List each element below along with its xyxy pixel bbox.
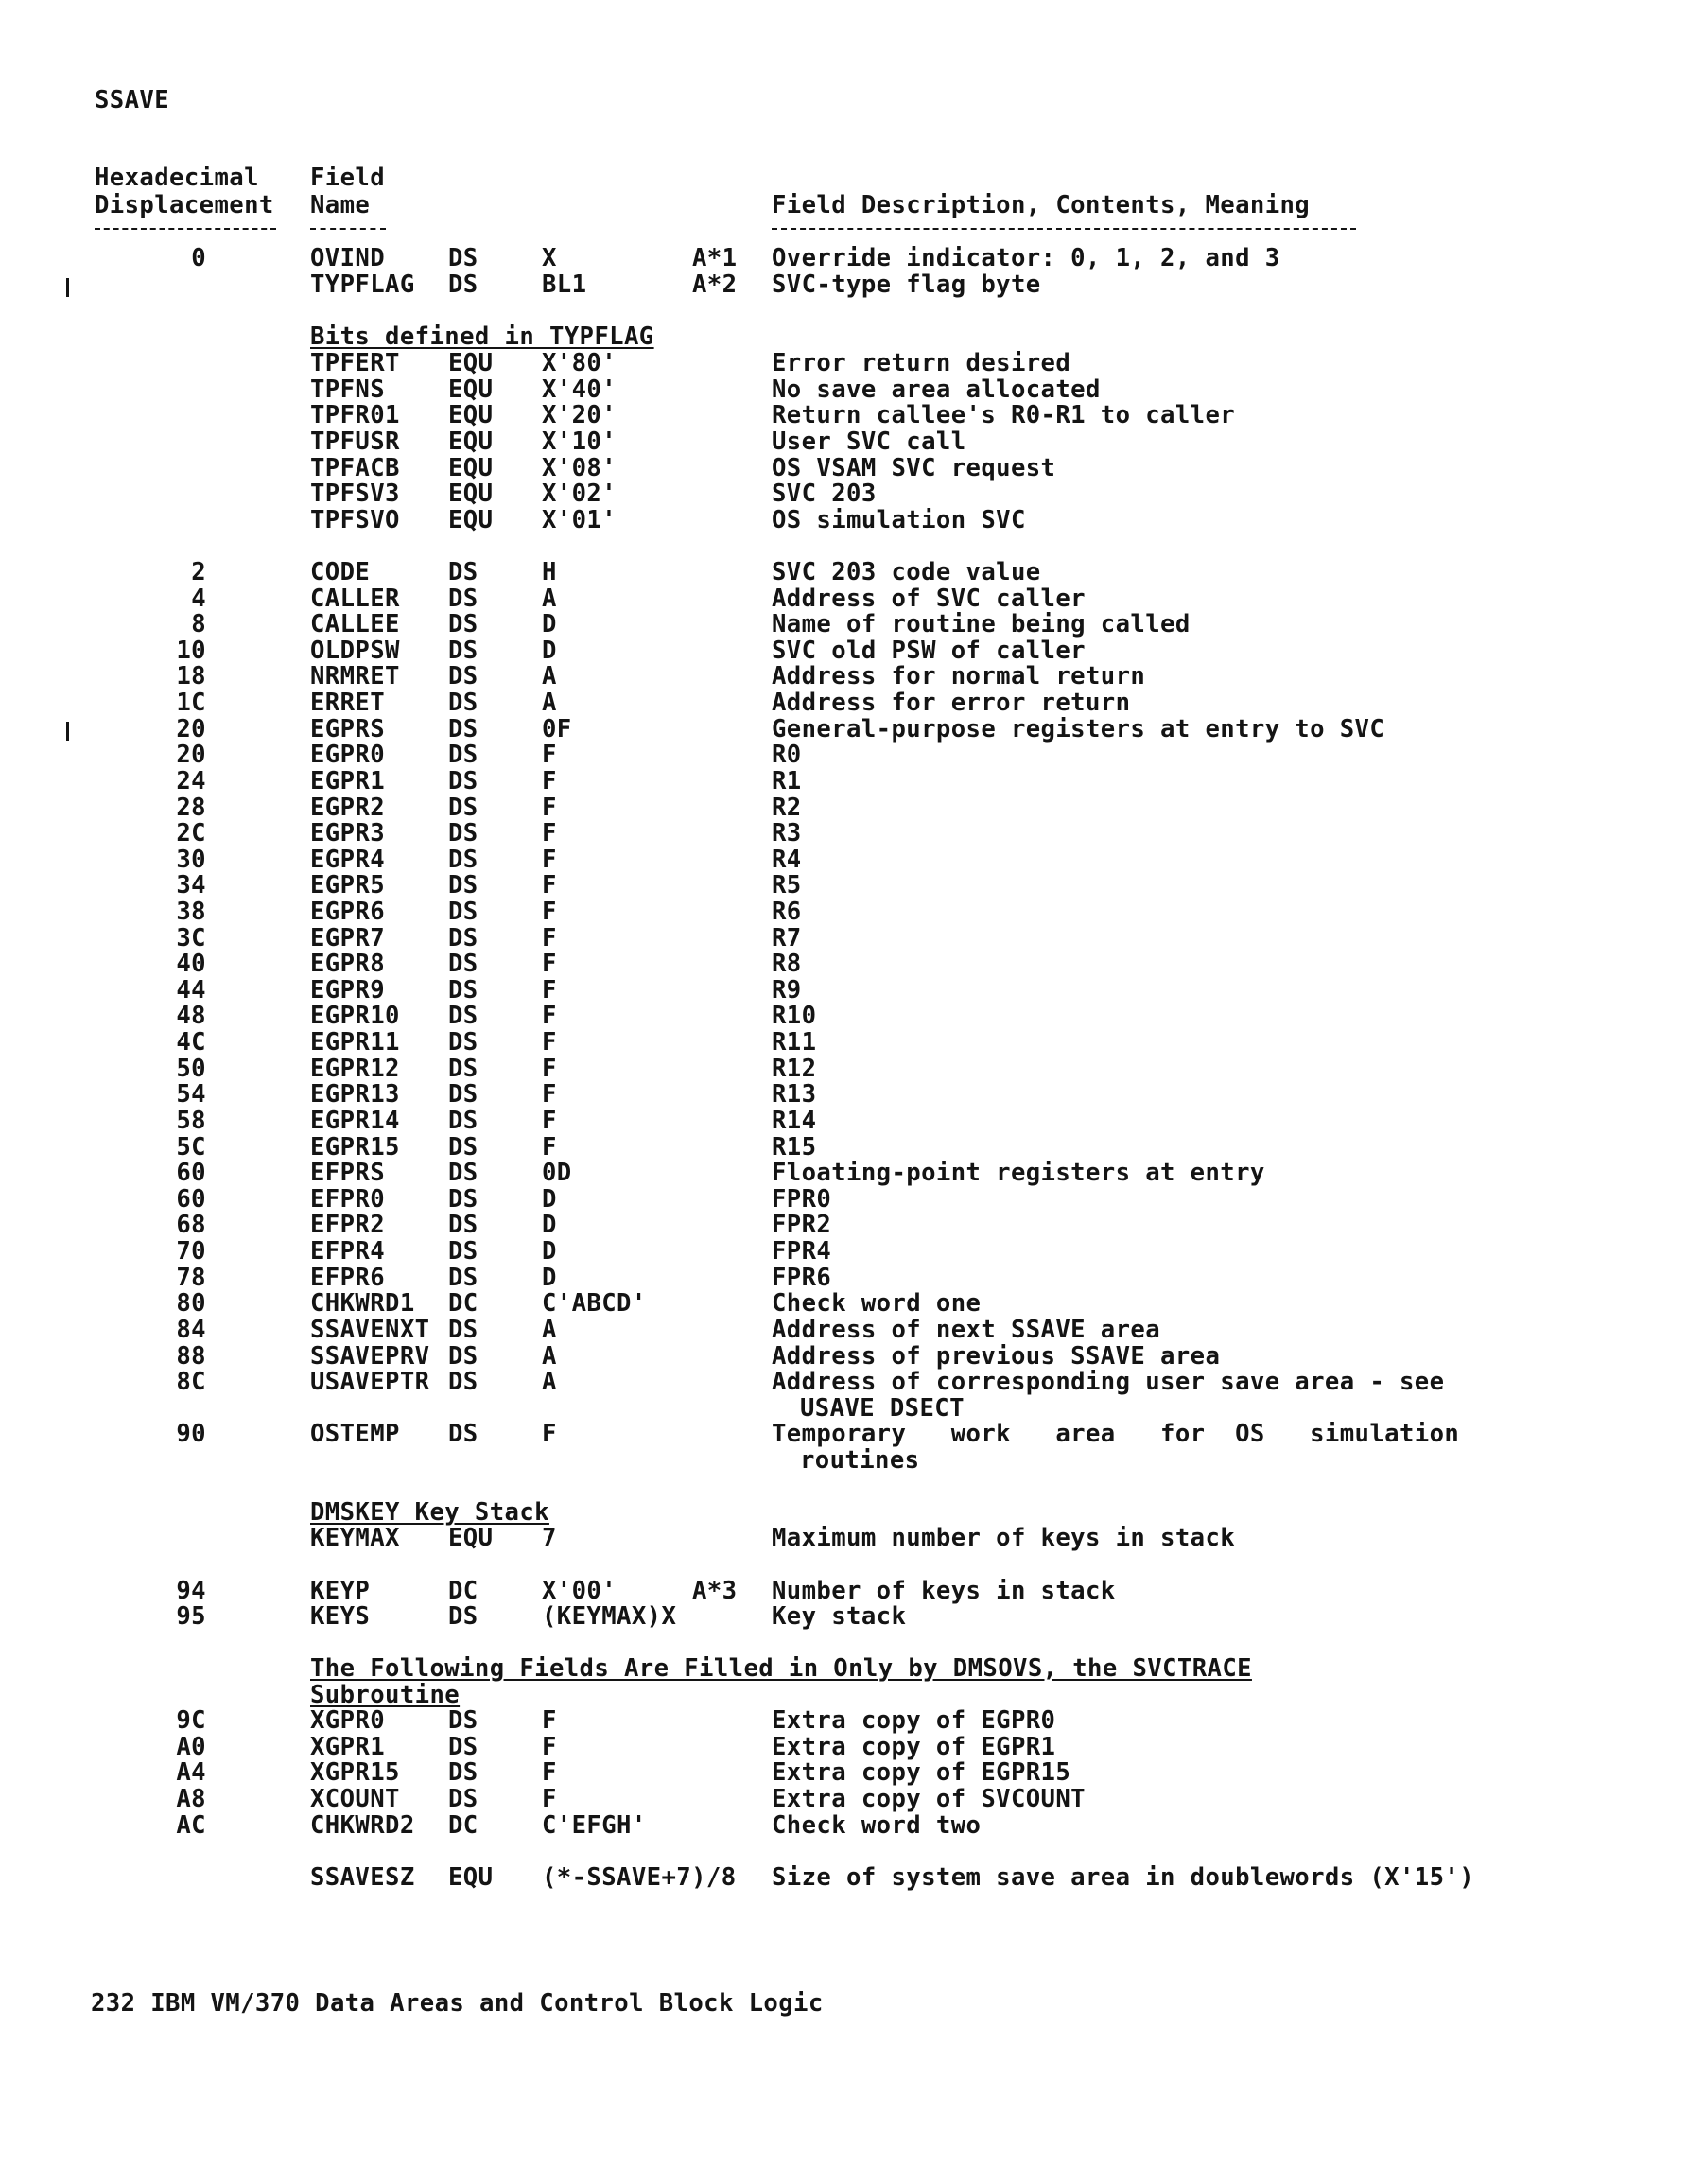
field-operand: F bbox=[542, 1733, 557, 1761]
field-description: Extra copy of EGPR0 bbox=[772, 1706, 1056, 1735]
field-op: DS bbox=[448, 558, 478, 586]
field-op: DS bbox=[448, 871, 478, 900]
field-displacement: 78 bbox=[176, 1264, 206, 1292]
field-description: FPR4 bbox=[772, 1237, 832, 1266]
field-description: OS simulation SVC bbox=[772, 506, 1026, 534]
field-name: EGPR7 bbox=[310, 924, 386, 952]
field-displacement: 4C bbox=[176, 1028, 206, 1057]
field-operand: F bbox=[542, 871, 557, 900]
field-name: EGPRS bbox=[310, 715, 386, 743]
field-operand: A bbox=[542, 1342, 557, 1371]
field-op: DS bbox=[448, 898, 478, 926]
revision-bar bbox=[66, 278, 69, 297]
field-name: EGPR15 bbox=[310, 1133, 400, 1162]
field-name: USAVEPTR bbox=[310, 1368, 430, 1396]
field-op: DS bbox=[448, 950, 478, 978]
field-name: EFPR2 bbox=[310, 1211, 386, 1239]
field-operand: (*-SSAVE+7)/8 bbox=[542, 1863, 737, 1892]
field-op: DS bbox=[448, 637, 478, 665]
field-name: EFPR0 bbox=[310, 1185, 386, 1214]
field-name: TPFR01 bbox=[310, 401, 400, 429]
field-operand: F bbox=[542, 846, 557, 874]
field-name: EGPR2 bbox=[310, 794, 386, 822]
field-name: XGPR1 bbox=[310, 1733, 386, 1761]
field-operand: D bbox=[542, 637, 557, 665]
field-displacement: 3C bbox=[176, 924, 206, 952]
field-displacement: 94 bbox=[176, 1577, 206, 1605]
field-operand: F bbox=[542, 1107, 557, 1135]
field-op: DC bbox=[448, 1577, 478, 1605]
field-operand: C'ABCD' bbox=[542, 1289, 647, 1318]
field-name: TPFERT bbox=[310, 349, 400, 377]
field-description: R8 bbox=[772, 950, 802, 978]
field-op: DS bbox=[448, 1733, 478, 1761]
field-displacement: 2 bbox=[191, 558, 206, 586]
col-header-desc: Field Description, Contents, Meaning bbox=[772, 191, 1311, 219]
field-note: A*2 bbox=[692, 271, 738, 299]
field-displacement: 95 bbox=[176, 1602, 206, 1631]
section-subheading: The Following Fields Are Filled in Only by DMSOVS, the SVCTRACE bbox=[310, 1654, 1252, 1683]
field-description: Error return desired bbox=[772, 349, 1071, 377]
field-description: SVC 203 bbox=[772, 480, 877, 508]
field-op: EQU bbox=[448, 428, 494, 456]
field-operand: X'20' bbox=[542, 401, 617, 429]
field-description: General-purpose registers at entry to SVC bbox=[772, 715, 1385, 743]
field-name: EGPR1 bbox=[310, 767, 386, 795]
field-description: R15 bbox=[772, 1133, 817, 1162]
field-op: DS bbox=[448, 1185, 478, 1214]
field-name: EGPR12 bbox=[310, 1055, 400, 1083]
section-subheading: DMSKEY Key Stack bbox=[310, 1498, 549, 1527]
field-displacement: 68 bbox=[176, 1211, 206, 1239]
field-description: Temporary work area for OS simulation bbox=[772, 1420, 1460, 1448]
field-operand: D bbox=[542, 1211, 557, 1239]
field-op: DS bbox=[448, 1159, 478, 1187]
field-op: DS bbox=[448, 610, 478, 638]
field-description: Extra copy of EGPR15 bbox=[772, 1758, 1071, 1787]
field-description: No save area allocated bbox=[772, 376, 1101, 404]
field-operand: A bbox=[542, 689, 557, 717]
field-description: R3 bbox=[772, 819, 802, 847]
field-operand: X'10' bbox=[542, 428, 617, 456]
field-operand: F bbox=[542, 976, 557, 1005]
field-operand: X'01' bbox=[542, 506, 617, 534]
field-description: R4 bbox=[772, 846, 802, 874]
field-operand: X'80' bbox=[542, 349, 617, 377]
header-rule-name bbox=[310, 228, 386, 230]
field-displacement: A8 bbox=[176, 1785, 206, 1813]
field-name: XGPR0 bbox=[310, 1706, 386, 1735]
field-description: Check word two bbox=[772, 1811, 982, 1840]
section-subheading: Subroutine bbox=[310, 1681, 461, 1709]
field-op: DS bbox=[448, 1758, 478, 1787]
field-description: Address of corresponding user save area - see bbox=[772, 1368, 1445, 1396]
field-name: SSAVEPRV bbox=[310, 1342, 430, 1371]
field-description: SVC-type flag byte bbox=[772, 271, 1041, 299]
field-displacement: 54 bbox=[176, 1080, 206, 1109]
field-description: FPR0 bbox=[772, 1185, 832, 1214]
field-op: DS bbox=[448, 244, 478, 272]
field-operand: X'02' bbox=[542, 480, 617, 508]
field-name: KEYMAX bbox=[310, 1524, 400, 1552]
field-op: DS bbox=[448, 1028, 478, 1057]
field-description: R5 bbox=[772, 871, 802, 900]
field-op: DS bbox=[448, 271, 478, 299]
field-op: DS bbox=[448, 1420, 478, 1448]
field-name: TPFACB bbox=[310, 454, 400, 482]
field-op: DS bbox=[448, 1342, 478, 1371]
field-name: XGPR15 bbox=[310, 1758, 400, 1787]
field-name: KEYS bbox=[310, 1602, 371, 1631]
field-operand: F bbox=[542, 950, 557, 978]
field-op: EQU bbox=[448, 349, 494, 377]
field-displacement: 1C bbox=[176, 689, 206, 717]
field-displacement: 5C bbox=[176, 1133, 206, 1162]
field-op: DS bbox=[448, 1080, 478, 1109]
field-displacement: 4 bbox=[191, 585, 206, 613]
field-description: R10 bbox=[772, 1002, 817, 1030]
field-displacement: 58 bbox=[176, 1107, 206, 1135]
field-op: DS bbox=[448, 976, 478, 1005]
field-name: OVIND bbox=[310, 244, 386, 272]
col-header-name-1: Field bbox=[310, 164, 386, 192]
field-op: DC bbox=[448, 1811, 478, 1840]
field-op: DS bbox=[448, 794, 478, 822]
field-name: CALLEE bbox=[310, 610, 400, 638]
field-displacement: 84 bbox=[176, 1316, 206, 1344]
field-operand: C'EFGH' bbox=[542, 1811, 647, 1840]
field-name: OSTEMP bbox=[310, 1420, 400, 1448]
field-operand: H bbox=[542, 558, 557, 586]
header-rule-desc bbox=[772, 228, 1356, 230]
field-operand: F bbox=[542, 898, 557, 926]
field-op: EQU bbox=[448, 480, 494, 508]
field-op: DS bbox=[448, 689, 478, 717]
field-name: EGPR6 bbox=[310, 898, 386, 926]
field-description: Check word one bbox=[772, 1289, 982, 1318]
field-displacement: 48 bbox=[176, 1002, 206, 1030]
field-operand: X'00' bbox=[542, 1577, 617, 1605]
field-description: FPR2 bbox=[772, 1211, 832, 1239]
field-description: Name of routine being called bbox=[772, 610, 1191, 638]
field-op: DS bbox=[448, 1316, 478, 1344]
field-name: TPFSV3 bbox=[310, 480, 400, 508]
field-description: User SVC call bbox=[772, 428, 966, 456]
field-name: CALLER bbox=[310, 585, 400, 613]
field-operand: D bbox=[542, 1185, 557, 1214]
field-displacement: 24 bbox=[176, 767, 206, 795]
field-description: Address for normal return bbox=[772, 662, 1146, 690]
field-op: DS bbox=[448, 1785, 478, 1813]
field-op: DS bbox=[448, 819, 478, 847]
field-name: CHKWRD1 bbox=[310, 1289, 415, 1318]
section-subheading: Bits defined in TYPFLAG bbox=[310, 323, 654, 351]
field-description: Extra copy of SVCOUNT bbox=[772, 1785, 1086, 1813]
field-op: DS bbox=[448, 662, 478, 690]
col-header-disp-2: Displacement bbox=[95, 191, 274, 219]
field-name: XCOUNT bbox=[310, 1785, 400, 1813]
field-op: DS bbox=[448, 741, 478, 769]
field-displacement: 90 bbox=[176, 1420, 206, 1448]
field-operand: F bbox=[542, 1785, 557, 1813]
field-description: OS VSAM SVC request bbox=[772, 454, 1056, 482]
field-op: DS bbox=[448, 1055, 478, 1083]
field-name: EGPR8 bbox=[310, 950, 386, 978]
field-operand: A bbox=[542, 1316, 557, 1344]
field-displacement: 50 bbox=[176, 1055, 206, 1083]
field-op: EQU bbox=[448, 401, 494, 429]
field-op: DS bbox=[448, 1602, 478, 1631]
field-displacement: 38 bbox=[176, 898, 206, 926]
field-operand: X'40' bbox=[542, 376, 617, 404]
col-header-disp-1: Hexadecimal bbox=[95, 164, 259, 192]
field-operand: BL1 bbox=[542, 271, 587, 299]
field-displacement: 8C bbox=[176, 1368, 206, 1396]
field-note: A*1 bbox=[692, 244, 738, 272]
field-description: Address of SVC caller bbox=[772, 585, 1086, 613]
field-name: ERRET bbox=[310, 689, 386, 717]
field-name: SSAVENXT bbox=[310, 1316, 430, 1344]
field-op: EQU bbox=[448, 454, 494, 482]
field-description: R1 bbox=[772, 767, 802, 795]
field-operand: 7 bbox=[542, 1524, 557, 1552]
field-displacement: 34 bbox=[176, 871, 206, 900]
field-op: DS bbox=[448, 1237, 478, 1266]
field-name: EGPR3 bbox=[310, 819, 386, 847]
field-description: R7 bbox=[772, 924, 802, 952]
page-header: SSAVE bbox=[95, 86, 170, 114]
field-description: Extra copy of EGPR1 bbox=[772, 1733, 1056, 1761]
field-name: KEYP bbox=[310, 1577, 371, 1605]
field-description: Floating-point registers at entry bbox=[772, 1159, 1265, 1187]
field-op: DS bbox=[448, 715, 478, 743]
field-op: DS bbox=[448, 846, 478, 874]
field-displacement: 88 bbox=[176, 1342, 206, 1371]
field-operand: D bbox=[542, 1264, 557, 1292]
field-name: CHKWRD2 bbox=[310, 1811, 415, 1840]
field-description: FPR6 bbox=[772, 1264, 832, 1292]
field-op: EQU bbox=[448, 1524, 494, 1552]
field-displacement: AC bbox=[176, 1811, 206, 1840]
field-op: DS bbox=[448, 767, 478, 795]
field-name: EGPR13 bbox=[310, 1080, 400, 1109]
field-op: DS bbox=[448, 1133, 478, 1162]
field-operand: F bbox=[542, 819, 557, 847]
field-description: R13 bbox=[772, 1080, 817, 1109]
field-operand: A bbox=[542, 662, 557, 690]
field-operand: F bbox=[542, 741, 557, 769]
field-displacement: 70 bbox=[176, 1237, 206, 1266]
field-description: R2 bbox=[772, 794, 802, 822]
field-name: EFPR4 bbox=[310, 1237, 386, 1266]
field-operand: F bbox=[542, 1420, 557, 1448]
field-op: DS bbox=[448, 1706, 478, 1735]
field-description: Return callee's R0-R1 to caller bbox=[772, 401, 1236, 429]
field-name: OLDPSW bbox=[310, 637, 400, 665]
field-displacement: 20 bbox=[176, 715, 206, 743]
field-op: DS bbox=[448, 1368, 478, 1396]
field-description: R6 bbox=[772, 898, 802, 926]
field-operand: F bbox=[542, 1028, 557, 1057]
field-operand: F bbox=[542, 1706, 557, 1735]
field-op: EQU bbox=[448, 506, 494, 534]
field-description: R9 bbox=[772, 976, 802, 1005]
field-displacement: 20 bbox=[176, 741, 206, 769]
field-op: EQU bbox=[448, 1863, 494, 1892]
field-op: DS bbox=[448, 1211, 478, 1239]
field-operand: F bbox=[542, 1055, 557, 1083]
field-operand: F bbox=[542, 1758, 557, 1787]
field-name: TPFUSR bbox=[310, 428, 400, 456]
field-op: DC bbox=[448, 1289, 478, 1318]
field-operand: X'08' bbox=[542, 454, 617, 482]
field-op: EQU bbox=[448, 376, 494, 404]
field-description-cont: USAVE DSECT bbox=[800, 1394, 965, 1423]
field-operand: A bbox=[542, 1368, 557, 1396]
field-operand: D bbox=[542, 1237, 557, 1266]
field-description: Size of system save area in doublewords (X'15') bbox=[772, 1863, 1475, 1892]
col-header-name-2: Name bbox=[310, 191, 371, 219]
field-description: Maximum number of keys in stack bbox=[772, 1524, 1236, 1552]
field-displacement: A4 bbox=[176, 1758, 206, 1787]
field-op: DS bbox=[448, 1002, 478, 1030]
field-name: EFPR6 bbox=[310, 1264, 386, 1292]
field-operand: F bbox=[542, 1080, 557, 1109]
field-operand: F bbox=[542, 1133, 557, 1162]
field-name: CODE bbox=[310, 558, 371, 586]
field-displacement: 30 bbox=[176, 846, 206, 874]
field-name: EGPR4 bbox=[310, 846, 386, 874]
field-name: EGPR9 bbox=[310, 976, 386, 1005]
field-op: DS bbox=[448, 924, 478, 952]
field-operand: F bbox=[542, 924, 557, 952]
field-displacement: 80 bbox=[176, 1289, 206, 1318]
page-footer: 232 IBM VM/370 Data Areas and Control Block Logic bbox=[91, 1989, 824, 2018]
field-op: DS bbox=[448, 585, 478, 613]
field-displacement: 60 bbox=[176, 1159, 206, 1187]
field-displacement: 40 bbox=[176, 950, 206, 978]
field-name: TYPFLAG bbox=[310, 271, 415, 299]
field-operand: A bbox=[542, 585, 557, 613]
field-description: Override indicator: 0, 1, 2, and 3 bbox=[772, 244, 1280, 272]
field-name: EFPRS bbox=[310, 1159, 386, 1187]
field-name: EGPR5 bbox=[310, 871, 386, 900]
field-operand: (KEYMAX)X bbox=[542, 1602, 677, 1631]
field-description: Key stack bbox=[772, 1602, 907, 1631]
field-operand: F bbox=[542, 794, 557, 822]
field-description: SVC old PSW of caller bbox=[772, 637, 1086, 665]
field-operand: X bbox=[542, 244, 557, 272]
field-operand: 0F bbox=[542, 715, 572, 743]
field-description: Address for error return bbox=[772, 689, 1131, 717]
field-displacement: A0 bbox=[176, 1733, 206, 1761]
field-displacement: 10 bbox=[176, 637, 206, 665]
field-displacement: 18 bbox=[176, 662, 206, 690]
field-description-cont: routines bbox=[800, 1446, 920, 1475]
field-operand: F bbox=[542, 767, 557, 795]
field-displacement: 28 bbox=[176, 794, 206, 822]
field-displacement: 60 bbox=[176, 1185, 206, 1214]
field-description: R12 bbox=[772, 1055, 817, 1083]
field-description: SVC 203 code value bbox=[772, 558, 1041, 586]
field-description: Address of previous SSAVE area bbox=[772, 1342, 1221, 1371]
header-rule-disp bbox=[95, 228, 276, 230]
field-operand: D bbox=[542, 610, 557, 638]
field-name: TPFNS bbox=[310, 376, 386, 404]
field-description: Address of next SSAVE area bbox=[772, 1316, 1161, 1344]
field-name: EGPR10 bbox=[310, 1002, 400, 1030]
field-displacement: 9C bbox=[176, 1706, 206, 1735]
field-displacement: 8 bbox=[191, 610, 206, 638]
field-displacement: 2C bbox=[176, 819, 206, 847]
field-description: Number of keys in stack bbox=[772, 1577, 1116, 1605]
field-name: TPFSVO bbox=[310, 506, 400, 534]
field-description: R14 bbox=[772, 1107, 817, 1135]
field-description: R11 bbox=[772, 1028, 817, 1057]
field-description: R0 bbox=[772, 741, 802, 769]
field-name: SSAVESZ bbox=[310, 1863, 415, 1892]
field-name: NRMRET bbox=[310, 662, 400, 690]
field-op: DS bbox=[448, 1107, 478, 1135]
field-displacement: 0 bbox=[191, 244, 206, 272]
field-name: EGPR0 bbox=[310, 741, 386, 769]
field-name: EGPR11 bbox=[310, 1028, 400, 1057]
field-operand: F bbox=[542, 1002, 557, 1030]
field-name: EGPR14 bbox=[310, 1107, 400, 1135]
field-op: DS bbox=[448, 1264, 478, 1292]
field-displacement: 44 bbox=[176, 976, 206, 1005]
field-note: A*3 bbox=[692, 1577, 738, 1605]
field-operand: 0D bbox=[542, 1159, 572, 1187]
